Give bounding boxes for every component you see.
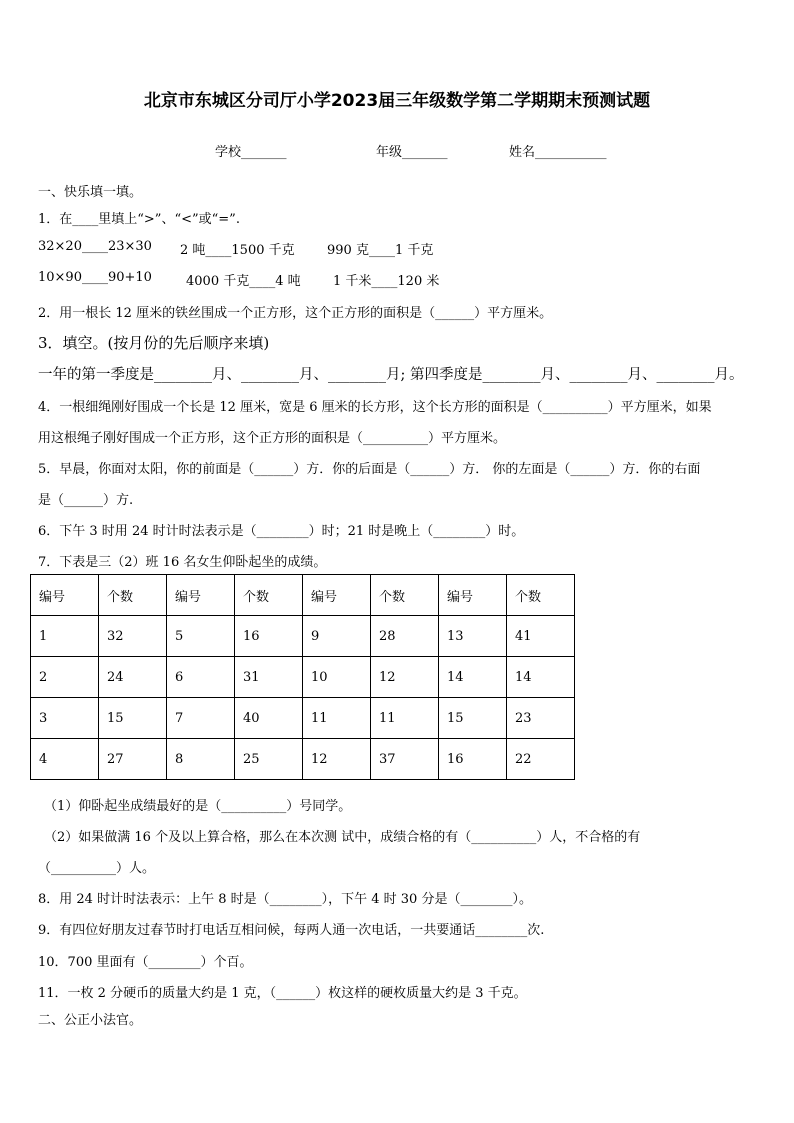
table-cell: 7 [167, 698, 235, 739]
q1-item: 990 克____1 千克 [327, 243, 434, 258]
table-header-cell: 编号 [303, 575, 371, 616]
table-cell: 12 [303, 739, 371, 780]
table-header-cell: 编号 [167, 575, 235, 616]
table-row [31, 657, 575, 698]
table-header-cell: 个数 [235, 575, 303, 616]
question-1: 1．在____里填上“>”、“<”或“=”. [38, 212, 240, 227]
question-11: 11．一枚 2 分硬币的质量大约是 1 克，（______）枚这样的硬枚质量大约是 3 千克。 [38, 986, 527, 1001]
question-7-1: （1）仰卧起坐成绩最好的是（__________）号同学。 [44, 799, 352, 814]
q1-item: 32×20____23×30 [38, 239, 152, 254]
table-cell: 12 [371, 657, 439, 698]
question-3-label: 3．填空。(按月份的先后顺序来填) [38, 334, 270, 352]
table-cell: 15 [439, 698, 507, 739]
section-1-heading: 一、快乐填一填。 [38, 185, 143, 200]
table-cell: 32 [99, 616, 167, 657]
name-field: 姓名___________ [509, 145, 607, 160]
table-cell: 25 [235, 739, 303, 780]
page-title: 北京市东城区分司厅小学2023届三年级数学第二学期期末预测试题 [143, 91, 651, 111]
table-cell: 13 [439, 616, 507, 657]
q1-item: 4000 千克____4 吨 [186, 274, 301, 289]
table-row [31, 616, 575, 657]
question-4-line-1: 4．一根细绳刚好围成一个长是 12 厘米，宽是 6 厘米的长方形，这个长方形的面积是（__________）平方厘米，如果 [38, 400, 712, 415]
table-header-cell: 个数 [371, 575, 439, 616]
table-cell: 28 [371, 616, 439, 657]
table-cell: 14 [507, 657, 575, 698]
table-cell: 22 [507, 739, 575, 780]
question-7-2-line-2: （__________）人。 [38, 861, 156, 876]
table-cell: 37 [371, 739, 439, 780]
table-cell: 5 [167, 616, 235, 657]
question-4-line-2: 用这根绳子刚好围成一个正方形，这个正方形的面积是（__________）平方厘米。 [38, 431, 507, 446]
question-6: 6．下午 3 时用 24 时计时法表示是（________）时；21 时是晚上（________）时。 [38, 524, 525, 539]
table-cell: 31 [235, 657, 303, 698]
q1-item: 10×90____90+10 [38, 270, 152, 285]
table-cell: 24 [99, 657, 167, 698]
table-cell: 11 [303, 698, 371, 739]
table-cell: 4 [31, 739, 99, 780]
table-cell: 15 [99, 698, 167, 739]
table-header-cell: 编号 [439, 575, 507, 616]
question-5-line-1: 5．早晨，你面对太阳，你的前面是（______）方．你的后面是（______）方． 你的左面是（______）方．你的右面 [38, 462, 701, 477]
question-5-line-2: 是（______）方. [38, 493, 134, 508]
table-row [31, 698, 575, 739]
table-header-cell: 个数 [507, 575, 575, 616]
table-header-row [31, 575, 575, 616]
q1-item: 1 千米____120 米 [333, 274, 440, 289]
table-cell: 10 [303, 657, 371, 698]
question-3-text: 一年的第一季度是________月、________月、________月; 第四季度是________月、________月、________月。 [38, 367, 744, 383]
question-7: 7．下表是三（2）班 16 名女生仰卧起坐的成绩。 [38, 555, 327, 570]
table-cell: 2 [31, 657, 99, 698]
table-cell: 3 [31, 698, 99, 739]
question-2: 2．用一根长 12 厘米的铁丝围成一个正方形，这个正方形的面积是（______）平方厘米。 [38, 306, 553, 321]
question-10: 10．700 里面有（________）个百。 [38, 955, 253, 970]
table-cell: 16 [439, 739, 507, 780]
grade-field: 年级_______ [376, 145, 448, 160]
scores-table [30, 574, 575, 780]
table-cell: 1 [31, 616, 99, 657]
table-header-cell: 编号 [31, 575, 99, 616]
table-cell: 9 [303, 616, 371, 657]
question-7-2-line-1: （2）如果做满 16 个及以上算合格，那么在本次测 试中，成绩合格的有（__________）人，不合格的有 [44, 830, 641, 845]
table-header-cell: 个数 [99, 575, 167, 616]
table-cell: 27 [99, 739, 167, 780]
table-cell: 8 [167, 739, 235, 780]
table-cell: 14 [439, 657, 507, 698]
question-9: 9．有四位好朋友过春节时打电话互相问候，每两人通一次电话，一共要通话________次. [38, 923, 545, 938]
question-8: 8．用 24 时计时法表示：上午 8 时是（________），下午 4 时 30 分是（________）。 [38, 892, 532, 907]
table-cell: 6 [167, 657, 235, 698]
table-cell: 41 [507, 616, 575, 657]
school-field: 学校_______ [215, 145, 287, 160]
table-cell: 23 [507, 698, 575, 739]
table-row [31, 739, 575, 780]
table-cell: 40 [235, 698, 303, 739]
table-cell: 16 [235, 616, 303, 657]
q1-item: 2 吨____1500 千克 [180, 243, 295, 258]
table-cell: 11 [371, 698, 439, 739]
section-2-heading: 二、公正小法官。 [38, 1013, 143, 1028]
